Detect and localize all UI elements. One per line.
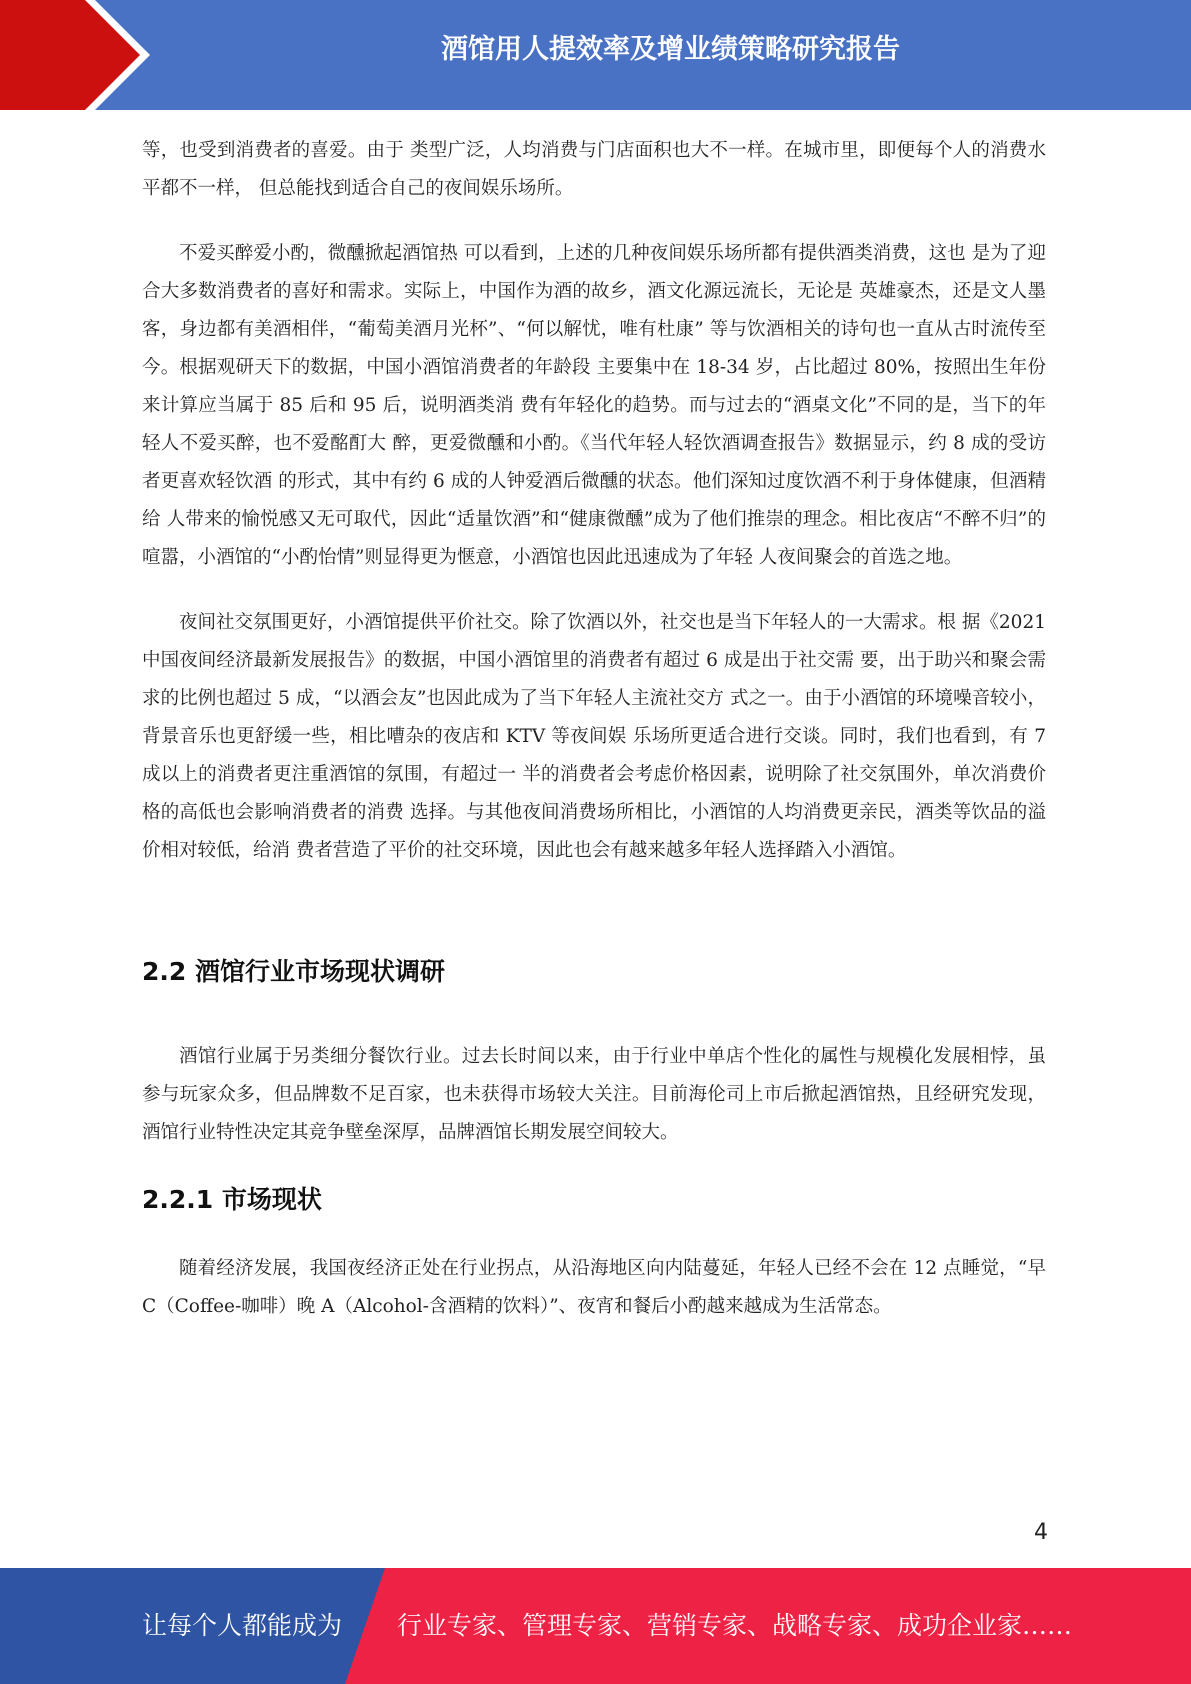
- document-title: 酒馆用人提效率及增业绩策略研究报告: [441, 34, 900, 65]
- section-heading-2-2-1: 2.2.1 市场现状: [142, 1185, 322, 1214]
- paragraph-light-drinking: 不爱买醉爱小酌，微醺掀起酒馆热 可以看到，上述的几种夜间娱乐场所都有提供酒类消费，这也 是为了迎合大多数消费者的喜好和需求。实际上，中国作为酒的故乡，酒文化源远流长，无论是 英雄豪杰，还是文人墨客，身边都有美酒相伴，“葡萄美酒月光杯”、“何以解忧，唯有杜康” 等与饮酒相关的诗句也一直从古时流传至今。根据观研天下的数据，中国小酒馆消费者的年龄段 主要集中在 18-34 岁，占比超过 80%，按照出生年份来计算应当属于 85 后和 95 后，说明酒类消 费有年轻化的趋势。而与过去的“酒桌文化”不同的是，当下的年轻人不爱买醉，也不爱酩酊大 醉，更爱微醺和小酌。《当代年轻人轻饮酒调查报告》数据显示，约 8 成的受访者更喜欢轻饮酒 的形式，其中有约 6 成的人钟爱酒后微醺的状态。他们深知过度饮酒不利于身体健康，但酒精给 人带来的愉悦感又无可取代，因此“适量饮酒”和“健康微醺”成为了他们推崇的理念。相比夜店“不醉不归”的喧嚣，小酒馆的“小酌怡情”则显得更为惬意，小酒馆也因此迅速成为了年轻 人夜间聚会的首选之地。: [142, 243, 1046, 568]
- paragraph-market-status: 随着经济发展，我国夜经济正处在行业拐点，从沿海地区向内陆蔓延，年轻人已经不会在 12 点睡觉，“早 C（Coffee-咖啡）晚 A（Alcohol-含酒精的饮料）”、夜宵和餐后小酌越来越成为生活常态。: [142, 1258, 1046, 1317]
- page-number: 4: [1034, 1520, 1048, 1545]
- footer-slogan-left: 让每个人都能成为: [142, 1611, 343, 1640]
- footer-slogan-right: 行业专家、管理专家、营销专家、战略专家、成功企业家……: [397, 1611, 1073, 1640]
- page-header: [0, 0, 1191, 110]
- section-heading-2-2: 2.2 酒馆行业市场现状调研: [142, 957, 445, 986]
- header-arrow-graphic: [0, 0, 170, 110]
- page-content: [142, 132, 1046, 1326]
- page-footer: [0, 1568, 1191, 1684]
- paragraph-continuation: 等，也受到消费者的喜爱。由于 类型广泛，人均消费与门店面积也大不一样。在城市里，即便每个人的消费水平都不一样， 但总能找到适合自己的夜间娱乐场所。: [142, 140, 1046, 199]
- paragraph-industry-overview: 酒馆行业属于另类细分餐饮行业。过去长时间以来，由于行业中单店个性化的属性与规模化发展相悖，虽参与玩家众多，但品牌数不足百家，也未获得市场较大关注。目前海伦司上市后掀起酒馆热，且经研究发现，酒馆行业特性决定其竞争壁垒深厚，品牌酒馆长期发展空间较大。: [142, 1046, 1046, 1143]
- paragraph-social-atmosphere: 夜间社交氛围更好，小酒馆提供平价社交。除了饮酒以外，社交也是当下年轻人的一大需求。根 据《2021 中国夜间经济最新发展报告》的数据，中国小酒馆里的消费者有超过 6 成是出于社交需 要，出于助兴和聚会需求的比例也超过 5 成，“以酒会友”也因此成为了当下年轻人主流社交方 式之一。由于小酒馆的环境噪音较小，背景音乐也更舒缓一些，相比嘈杂的夜店和 KTV 等夜间娱 乐场所更适合进行交谈。同时，我们也看到，有 7 成以上的消费者更注重酒馆的氛围，有超过一 半的消费者会考虑价格因素，说明除了社交氛围外，单次消费价格的高低也会影响消费者的消费 选择。与其他夜间消费场所相比，小酒馆的人均消费更亲民，酒类等饮品的溢价相对较低，给消 费者营造了平价的社交环境，因此也会有越来越多年轻人选择踏入小酒馆。: [142, 612, 1046, 861]
